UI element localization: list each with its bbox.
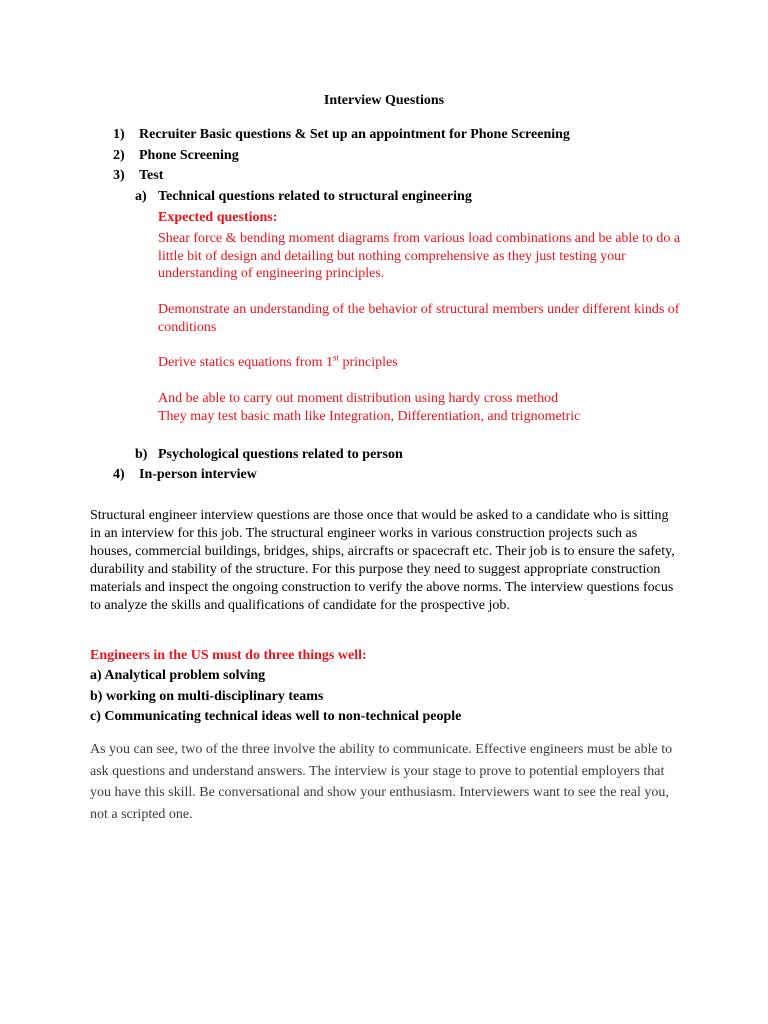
skill-item-a: a) Analytical problem solving	[90, 668, 266, 683]
communication-paragraph: As you can see, two of the three involve the ability to communicate. Effective engineers must be able to ask questions and understand answers. The interview is your stage to prove to potential employers that you have this skill. Be conversational and show your enthusiasm. Interviewers want to see the real you, not a scripted one.	[90, 742, 673, 822]
step-2	[113, 148, 239, 164]
skill-item-b: b) working on multi-disciplinary teams	[90, 689, 324, 704]
step-2-number: 2)	[113, 148, 125, 163]
step-2-text: Phone Screening	[139, 148, 239, 163]
expected-moment-text: And be able to carry out moment distribution using hardy cross method	[158, 391, 559, 406]
sub-item-a-letter: a)	[135, 189, 147, 204]
step-1-text: Recruiter Basic questions & Set up an appointment for Phone Screening	[139, 127, 570, 142]
expected-math-text: They may test basic math like Integration, Differentiation, and trignometric	[158, 409, 581, 424]
sub-item-b-letter: b)	[135, 447, 148, 462]
step-4-text: In-person interview	[139, 467, 257, 482]
sub-item-b-text: Psychological questions related to person	[158, 447, 403, 462]
expected-shear-text: Shear force & bending moment diagrams from various load combinations and be able to do a little bit of design and detailing but nothing comprehensive as they just testing your understanding of engineering principles.	[158, 231, 681, 281]
engineers-heading: Engineers in the US must do three things well:	[90, 648, 367, 663]
step-1-number: 1)	[113, 127, 125, 142]
expected-statics-text	[158, 354, 698, 372]
statics-text-after: principles	[338, 355, 398, 370]
sub-item-a-text: Technical questions related to structural engineering	[158, 189, 472, 204]
expected-questions-label: Expected questions:	[158, 210, 278, 225]
expected-behavior-text: Demonstrate an understanding of the behavior of structural members under different kinds of conditions	[158, 302, 680, 335]
step-3-text: Test	[139, 168, 164, 183]
step-3-number: 3)	[113, 168, 125, 183]
statics-text-before: Derive statics equations from 1	[158, 355, 333, 370]
sub-item-b	[135, 447, 403, 463]
page-title: Interview Questions	[323, 93, 445, 108]
step-1	[113, 127, 570, 143]
step-3	[113, 168, 163, 184]
sub-item-a	[135, 189, 472, 205]
skill-item-c: c) Communicating technical ideas well to non-technical people	[90, 709, 462, 724]
step-4-number: 4)	[113, 467, 125, 482]
statics-superscript: st	[332, 352, 339, 363]
intro-paragraph: Structural engineer interview questions are those once that would be asked to a candidate who is sitting in an interview for this job. The structural engineer works in various construction projects such as houses, commercial buildings, bridges, ships, aircrafts or spacecraft etc. Their job is to ensure the safety, durability and stability of the structure. For this purpose they need to suggest appropriate construction materials and inspect the ongoing construction to verify the above norms. The interview questions focus to analyze the skills and qualifications of candidate for the prospective job.	[90, 508, 675, 613]
step-4	[113, 467, 257, 483]
